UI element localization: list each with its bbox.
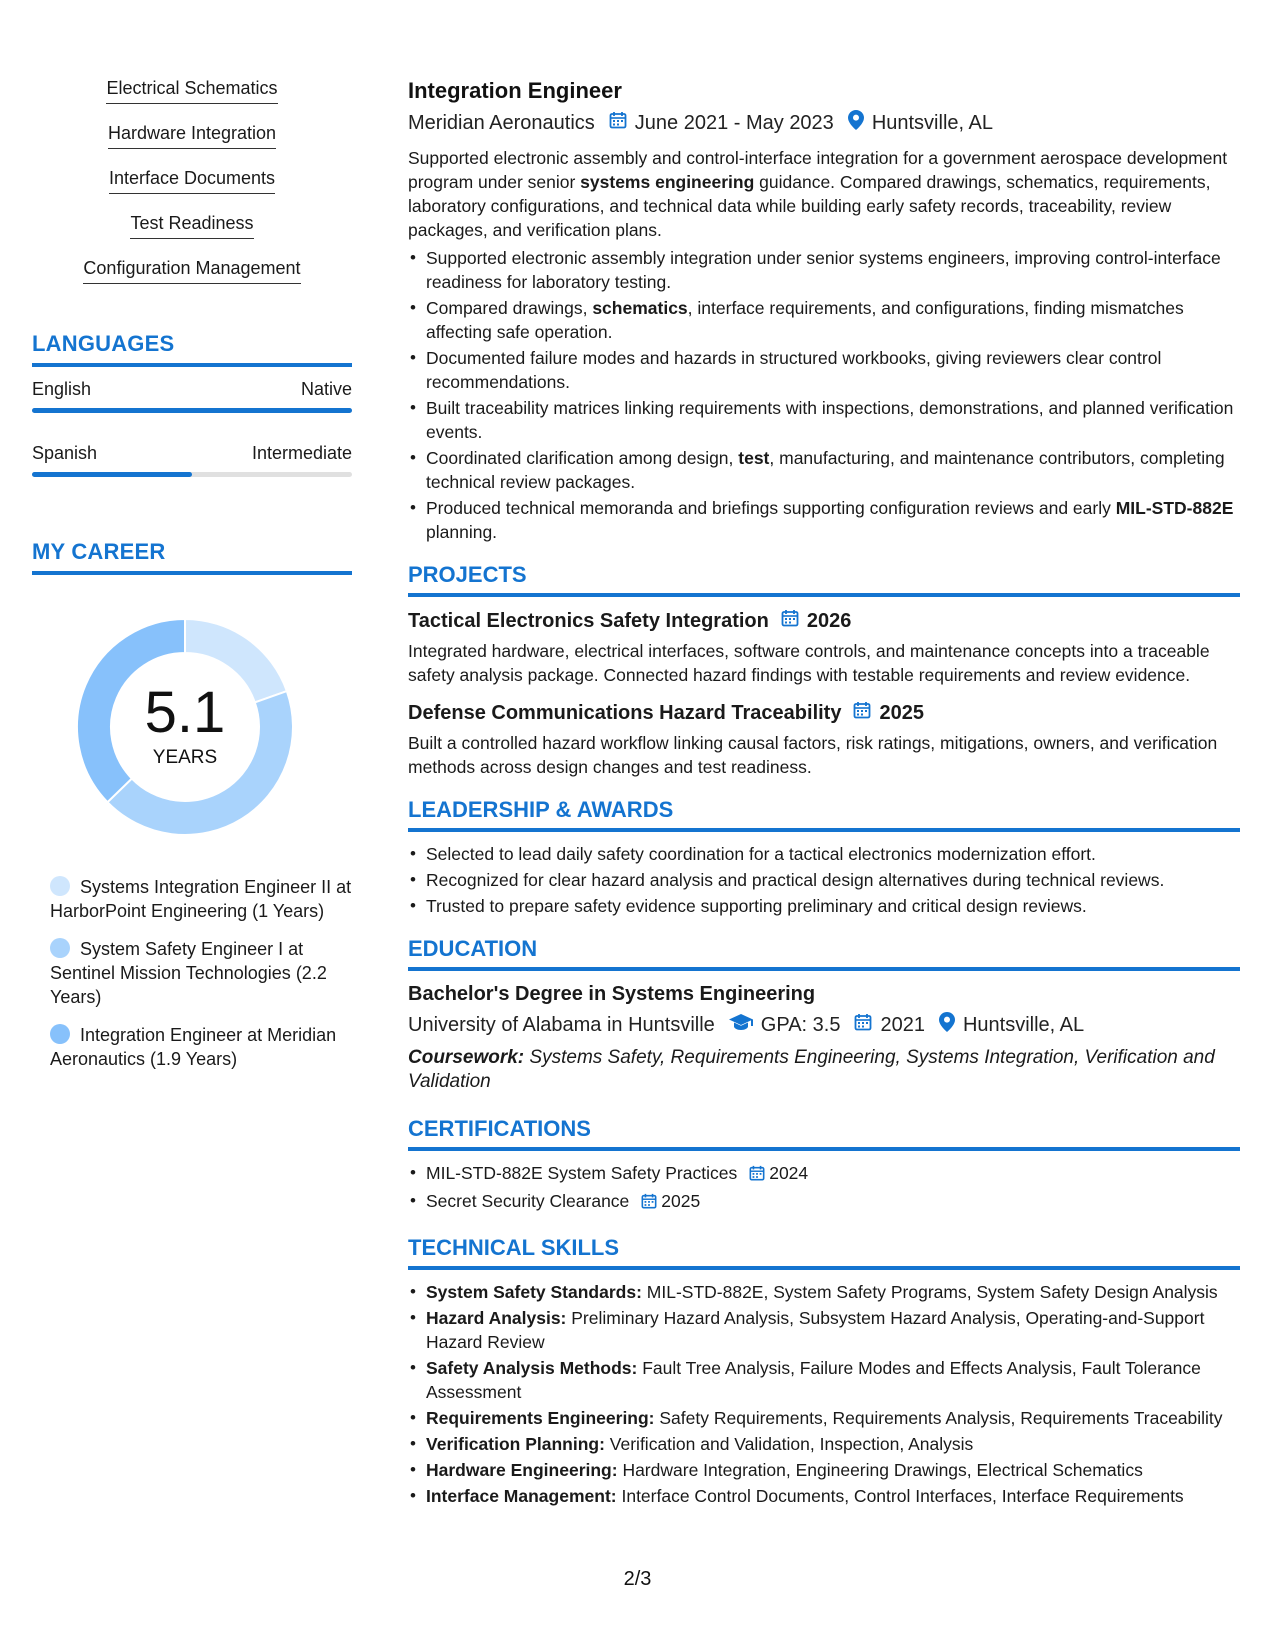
list-item: • Interface Management: Interface Control Documents, Control Interfaces, Interface Requirements xyxy=(408,1484,1240,1508)
list-item: • Hardware Engineering: Hardware Integration, Engineering Drawings, Electrical Schematics xyxy=(408,1458,1240,1482)
right-column xyxy=(408,78,1240,1510)
job-summary: Supported electronic assembly and control-interface integration for a government aerospace development program under senior systems engineering guidance. Compared drawings, schematics, requirements, laboratory configurations, and technical data while building early safety records, traceability, review packages, and verification plans. xyxy=(408,148,1228,240)
legend-dot xyxy=(50,938,70,958)
certifications-list xyxy=(408,1161,1240,1215)
list-item: • Selected to lead daily safety coordination for a tactical electronics modernization effort. xyxy=(408,842,1240,866)
language-bar xyxy=(32,472,352,477)
degree-title: Bachelor's Degree in Systems Engineering xyxy=(408,983,816,1005)
list-item: • Coordinated clarification among design, test, manufacturing, and maintenance contributors, completing technical review packages. xyxy=(408,446,1240,494)
list-item xyxy=(408,1161,1240,1187)
list-item: • Recognized for clear hazard analysis and practical design alternatives during technical reviews. xyxy=(408,868,1240,892)
language-item xyxy=(32,379,352,413)
legend-item xyxy=(50,937,352,1009)
project-year: 2026 xyxy=(806,609,852,632)
career-donut-chart xyxy=(32,607,352,847)
job-title: Integration Engineer xyxy=(408,78,622,103)
legend-dot xyxy=(50,876,70,896)
project-description: Integrated hardware, electrical interfaces, software controls, and maintenance concepts into a traceable safety analysis package. Connected hazard findings with testable requirements and review evidence. xyxy=(408,641,1210,685)
left-column xyxy=(32,78,352,1085)
language-item xyxy=(32,443,352,477)
company-name: Meridian Aeronautics xyxy=(408,111,595,134)
cert-name: Secret Security Clearance xyxy=(426,1191,630,1211)
school-name: University of Alabama in Huntsville xyxy=(408,1013,715,1036)
project-entry xyxy=(408,609,1240,687)
technical-skills-heading: TECHNICAL SKILLS xyxy=(408,1235,1240,1270)
legend-label: Systems Integration Engineer II at HarborPoint Engineering (1 Years) xyxy=(50,877,352,921)
project-year: 2025 xyxy=(879,701,924,724)
language-bar xyxy=(32,408,352,413)
language-level: Native xyxy=(300,379,352,399)
cert-name: MIL-STD-882E System Safety Practices xyxy=(426,1163,738,1183)
list-item xyxy=(408,1189,1240,1215)
project-entry xyxy=(408,701,1240,779)
job-dates: June 2021 - May 2023 xyxy=(634,111,834,134)
project-title: Tactical Electronics Safety Integration xyxy=(408,609,769,632)
map-pin-icon xyxy=(939,1012,955,1038)
calendar-icon xyxy=(749,1163,765,1187)
list-item: • Verification Planning: Verification and Validation, Inspection, Analysis xyxy=(408,1432,1240,1456)
language-name: English xyxy=(32,379,92,399)
legend-label: System Safety Engineer I at Sentinel Mission Technologies (2.2 Years) xyxy=(50,939,327,1007)
projects-heading: PROJECTS xyxy=(408,562,1240,597)
list-item: • Supported electronic assembly integration under senior systems engineers, improving control-interface readiness for laboratory testing. xyxy=(408,246,1240,294)
legend-label: Integration Engineer at Meridian Aeronautics (1.9 Years) xyxy=(50,1025,337,1069)
list-item: • System Safety Standards: MIL-STD-882E, System Safety Programs, System Safety Design Analysis xyxy=(408,1280,1240,1304)
cert-year: 2025 xyxy=(661,1191,701,1211)
job-bullets xyxy=(408,246,1240,544)
calendar-icon xyxy=(609,111,627,135)
cert-year: 2024 xyxy=(769,1163,809,1183)
legend-item xyxy=(50,875,352,923)
project-description: Built a controlled hazard workflow linking causal factors, risk ratings, mitigations, owners, and verification methods across design changes and test readiness. xyxy=(408,733,1218,777)
school-location: Huntsville, AL xyxy=(962,1013,1085,1036)
experience-entry xyxy=(408,78,1240,544)
language-bar-fill xyxy=(32,472,192,477)
skill-tag: Hardware Integration xyxy=(108,123,276,149)
calendar-icon xyxy=(641,1191,657,1215)
career-total-years: 5.1 xyxy=(144,680,226,745)
certifications-heading: CERTIFICATIONS xyxy=(408,1116,1240,1151)
career-total-unit: YEARS xyxy=(152,747,218,768)
education-meta xyxy=(408,1012,1240,1038)
skill-tag: Interface Documents xyxy=(109,168,275,194)
list-item: • Built traceability matrices linking requirements with inspections, demonstrations, and planned verification events. xyxy=(408,396,1240,444)
skill-tag: Test Readiness xyxy=(130,213,253,239)
language-level: Intermediate xyxy=(251,443,352,463)
skill-tag: Electrical Schematics xyxy=(106,78,277,104)
list-item: • Hazard Analysis: Preliminary Hazard Analysis, Subsystem Hazard Analysis, Operating-and-Support Hazard Review xyxy=(408,1306,1240,1354)
career-heading: MY CAREER xyxy=(32,539,352,575)
language-bar-fill xyxy=(32,408,352,413)
list-item: • Safety Analysis Methods: Fault Tree Analysis, Failure Modes and Effects Analysis, Fault Tolerance Assessment xyxy=(408,1356,1240,1404)
languages-section xyxy=(32,331,352,477)
map-pin-icon xyxy=(848,110,864,136)
calendar-icon xyxy=(854,1013,872,1037)
career-legend xyxy=(32,875,352,1071)
job-location: Huntsville, AL xyxy=(871,111,993,134)
language-name: Spanish xyxy=(32,443,98,463)
calendar-icon xyxy=(781,609,799,633)
gpa: GPA: 3.5 xyxy=(760,1013,841,1036)
list-item: • Compared drawings, schematics, interface requirements, and configurations, finding mismatches affecting safe operation. xyxy=(408,296,1240,344)
coursework: Coursework: Systems Safety, Requirements Engineering, Systems Integration, Verification and Validation xyxy=(408,1047,1215,1092)
graduation-cap-icon xyxy=(729,1013,753,1037)
legend-item xyxy=(50,1023,352,1071)
education-heading: EDUCATION xyxy=(408,936,1240,971)
technical-skills-list xyxy=(408,1280,1240,1508)
career-section xyxy=(32,539,352,1071)
leadership-heading: LEADERSHIP & AWARDS xyxy=(408,797,1240,832)
skill-tag: Configuration Management xyxy=(83,258,300,284)
languages-heading: LANGUAGES xyxy=(32,331,352,367)
list-item: • Documented failure modes and hazards in structured workbooks, giving reviewers clear control recommendations. xyxy=(408,346,1240,394)
list-item: • Trusted to prepare safety evidence supporting preliminary and critical design reviews. xyxy=(408,894,1240,918)
legend-dot xyxy=(50,1024,70,1044)
leadership-list xyxy=(408,842,1240,918)
list-item: • Produced technical memoranda and briefings supporting configuration reviews and early MIL-STD-882E planning. xyxy=(408,496,1240,544)
job-meta xyxy=(408,110,1240,136)
page-number: 2/3 xyxy=(623,1568,652,1590)
skills-list xyxy=(32,78,352,303)
project-title: Defense Communications Hazard Traceability xyxy=(408,701,842,724)
graduation-year: 2021 xyxy=(880,1013,925,1036)
calendar-icon xyxy=(853,701,871,725)
education-entry xyxy=(408,983,1240,1094)
list-item: • Requirements Engineering: Safety Requirements, Requirements Analysis, Requirements Traceability xyxy=(408,1406,1240,1430)
